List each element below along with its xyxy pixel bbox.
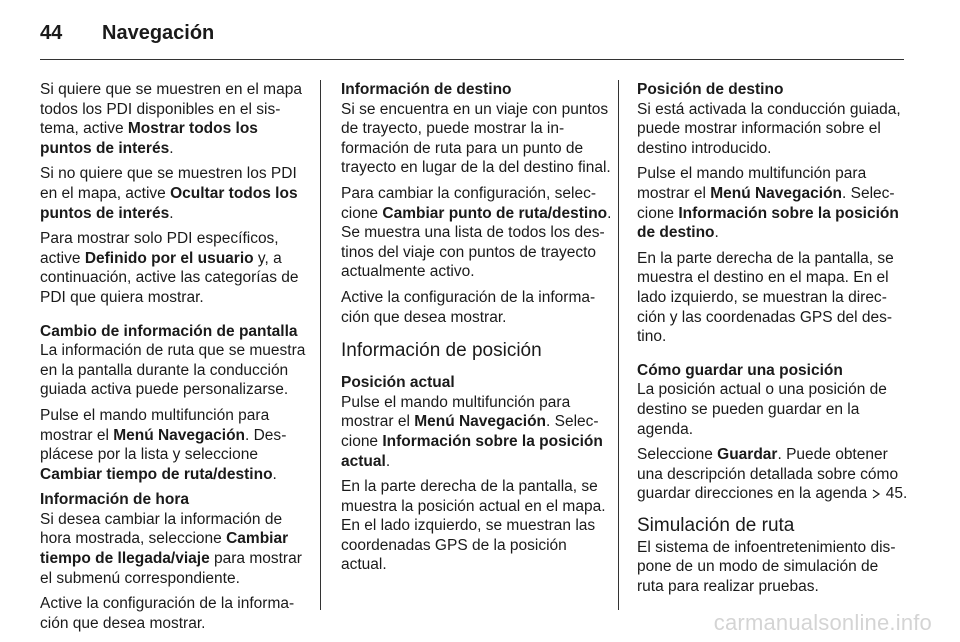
section-screen-info: Cambio de información de pantalla La información de ruta que se muestra en la pantalla durante la conducción guiada activa puede personalizarse. <box>40 322 312 400</box>
paragraph-hide-all-poi: Si no quiere que se muestren los PDI en el mapa, active Ocultar todos los puntos de interés. <box>40 165 298 222</box>
column-1 <box>40 80 312 639</box>
menu-option-nav-menu: Menú Navegación <box>113 426 245 444</box>
heading-position-info: Información de posición <box>341 340 542 362</box>
section-save-position: Cómo guardar una posición La posición actual o una posición de destino se pueden guardar en la agenda. <box>637 361 909 439</box>
column-3 <box>637 80 909 603</box>
paragraph-activate-config-1: Active la configuración de la información que desea mostrar. <box>40 595 295 632</box>
paragraph-save: Seleccione Guardar. Puede obtener una descripción detallada sobre cómo guardar direcciones en la agenda 45. <box>637 446 908 503</box>
section-time-info: Información de hora Si desea cambiar la información de hora mostrada, seleccione Cambiar tiempo de llegada/viaje para mostrar el submenú correspondiente. <box>40 490 312 588</box>
column-divider-1 <box>320 80 321 610</box>
column-divider-2 <box>618 80 619 610</box>
menu-option-nav-menu-3: Menú Navegación <box>710 184 842 202</box>
paragraph-user-defined-poi: Para mostrar solo PDI específicos, active Definido por el usuario y, a continuación, active las categorías de PDI que quiera mostrar. <box>40 230 299 306</box>
section-destination-info: Información de destino Si se encuentra en un viaje con puntos de trayecto, puede mostrar la información de ruta para un punto de trayecto en lugar de la del destino final. <box>341 80 613 178</box>
column-2 <box>341 80 613 581</box>
menu-option-change-waypoint: Cambiar punto de ruta/destino <box>382 204 608 222</box>
section-title-save-position: Cómo guardar una posición <box>637 361 843 379</box>
page-reference-arrow-icon <box>871 489 881 499</box>
paragraph-show-all-poi: Si quiere que se muestren en el mapa todos los PDI disponibles en el sistema, active Mostrar todos los puntos de interés. <box>40 81 302 157</box>
paragraph-nav-menu: Pulse el mando multifunción para mostrar el Menú Navegación. Desplácese por la lista y seleccione Cambiar tiempo de ruta/destino. <box>40 406 287 483</box>
section-destination-position: Posición de destino Si está activada la conducción guiada, puede mostrar información sobre el destino introducido. <box>637 80 909 158</box>
watermark: carmanualsonline.info <box>713 610 932 635</box>
menu-option-destination-position-info: Información sobre la posición de destino <box>637 204 899 242</box>
paragraph-destination-menu: Pulse el mando multifunción para mostrar el Menú Navegación. Seleccione Información sobre la posición de destino. <box>637 165 899 242</box>
paragraph-route-simulation: El sistema de infoentretenimiento dispone de un modo de simulación de ruta para realizar pruebas. <box>637 538 896 596</box>
page-title: Navegación <box>102 22 215 44</box>
menu-option-current-position-info: Información sobre la posición actual <box>341 432 603 470</box>
section-title-current-position: Posición actual <box>341 374 455 392</box>
page-reference: 45. <box>881 485 908 503</box>
menu-option-change-arrival-time: Cambiar tiempo de llegada/viaje <box>40 530 289 568</box>
section-title-time-info: Información de hora <box>40 491 189 509</box>
section-title-destination-info: Información de destino <box>341 81 512 98</box>
paragraph-destination-map: En la parte derecha de la pantalla, se muestra el destino en el mapa. En el lado izquierdo, se muestran la dirección y las coordenadas GPS del destino. <box>637 249 894 346</box>
menu-option-hide-all-poi: Ocultar todos los puntos de interés <box>40 184 298 222</box>
section-title-destination-position: Posición de destino <box>637 81 784 98</box>
menu-option-nav-menu-2: Menú Navegación <box>414 413 546 431</box>
paragraph-activate-config-2: Active la configuración de la información que desea mostrar. <box>341 288 596 326</box>
paragraph-current-position-map: En la parte derecha de la pantalla, se muestra la posición actual en el mapa. En el lado izquierdo, se muestran las coordenadas GPS de la posición actual. <box>341 478 606 574</box>
menu-option-change-route-time: Cambiar tiempo de ruta/destino <box>40 465 273 483</box>
heading-route-simulation: Simulación de ruta <box>637 514 795 536</box>
menu-option-show-all-poi: Mostrar todos los puntos de interés <box>40 120 258 157</box>
paragraph-change-waypoint: Para cambiar la configuración, seleccione Cambiar punto de ruta/destino. Se muestra una lista de todos los destinos del viaje con puntos de trayecto actualmente activo. <box>341 184 612 281</box>
menu-option-save: Guardar <box>717 446 778 464</box>
page-header <box>40 22 214 46</box>
section-title-screen-info: Cambio de información de pantalla <box>40 322 298 340</box>
section-current-position: Posición actual Pulse el mando multifunción para mostrar el Menú Navegación. Seleccione Información sobre la posición actual. <box>341 373 613 471</box>
menu-option-user-defined: Definido por el usuario <box>84 249 254 267</box>
header-rule <box>40 59 904 60</box>
page-number: 44 <box>40 22 63 44</box>
